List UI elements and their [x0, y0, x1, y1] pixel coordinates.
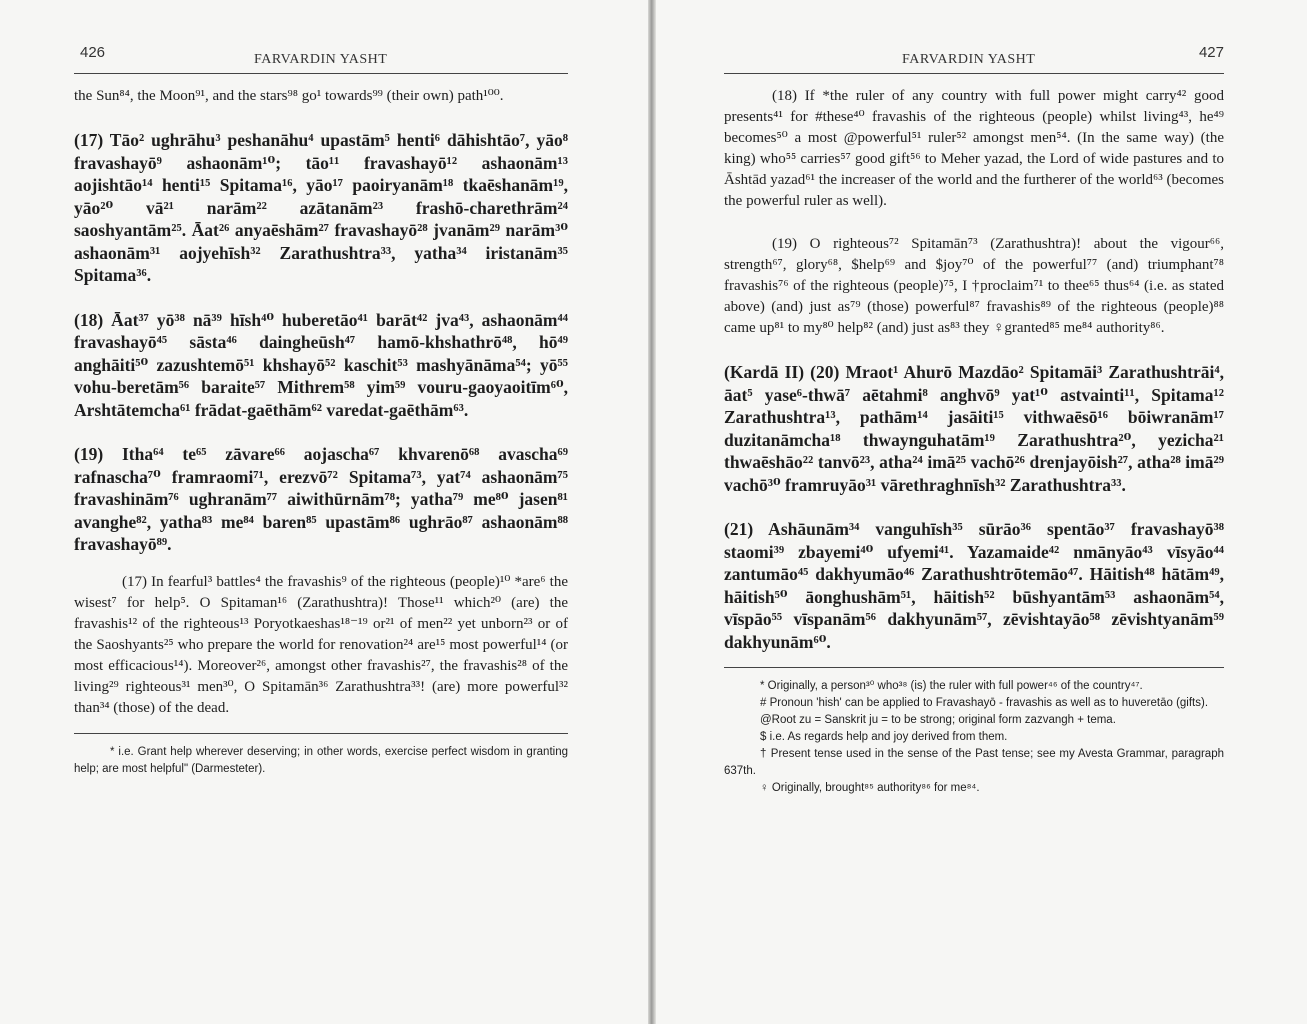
header-rule: [724, 73, 1224, 74]
running-head: FARVARDIN YASHT: [902, 52, 1036, 67]
book-gutter: [648, 0, 656, 1024]
footnote-rule: [724, 667, 1224, 668]
footnote: * Originally, a person³⁰ who³⁸ (is) the ruler with full power⁴⁶ of the country⁴⁷.: [760, 680, 1143, 692]
avestan-verse-20: (Kardā II) (20) Mraot¹ Ahurō Mazdāo² Spitamāi³ Zarathushtrāi⁴, āat⁵ yase⁶-thwā⁷ aētahmi⁸ anghvō⁹ yat¹⁰ astvainti¹¹, Spitama¹² Zarathushtra¹³, pathām¹⁴ jasāiti¹⁵ vithwaēsō¹⁶ bōiwranām¹⁷ duzitanāmcha¹⁸ thwaynguhatām¹⁹ Zarathushtra²⁰, yezicha²¹ thwaēshāo²² tanvō²³, atha²⁴ imā²⁵ vachō²⁶ drenjayōish²⁷, atha²⁸ imā²⁹ vachō³⁰ framruyāo³¹ vārethraghnīsh³² Zarathushtra³³.: [724, 362, 1224, 495]
avestan-verse-17: (17) Tāo² ughrāhu³ peshanāhu⁴ upastām⁵ henti⁶ dāhishtāo⁷, yāo⁸ fravashayō⁹ ashaonām¹⁰; tāo¹¹ fravashayō¹² ashaonām¹³ aojishtāo¹⁴ henti¹⁵ Spitama¹⁶, yāo¹⁷ paoiryanām¹⁸ tkaēshanām¹⁹, yāo²⁰ vā²¹ narām²² azātanām²³ frashō-charethrām²⁴ saoshyantām²⁵. Āat²⁶ anyaēshām²⁷ fravashayō²⁸ jvanām²⁹ narām³⁰ ashaonām³¹ aojyehīsh³² Zarathushtra³³, yatha³⁴ iristanām³⁵ Spitama³⁶.: [74, 130, 568, 285]
right-page: [724, 0, 1224, 1024]
avestan-verse-19: (19) Itha⁶⁴ te⁶⁵ zāvare⁶⁶ aojascha⁶⁷ khvarenō⁶⁸ avascha⁶⁹ rafnascha⁷⁰ framraomi⁷¹, erezvō⁷² Spitama⁷³, yat⁷⁴ ashaonām⁷⁵ fravashinām⁷⁶ ughranām⁷⁷ aiwithūrnām⁷⁸; yatha⁷⁹ me⁸⁰ jasen⁸¹ avanghe⁸², yatha⁸³ me⁸⁴ baren⁸⁵ upastām⁸⁶ ughrāo⁸⁷ ashaonām⁸⁸ fravashayō⁸⁹.: [74, 444, 568, 554]
avestan-verse-21: (21) Ashāunām³⁴ vanguhīsh³⁵ sūrāo³⁶ spentāo³⁷ fravashayō³⁸ staomi³⁹ zbayemi⁴⁰ ufyemi⁴¹. Yazamaide⁴² nmānyāo⁴³ vīsyāo⁴⁴ zantumāo⁴⁵ dakhyumāo⁴⁶ Zarathushtrōtemāo⁴⁷. Hāitish⁴⁸ hātām⁴⁹, hāitish⁵⁰ āonghushām⁵¹, hāitish⁵² būshyantām⁵³ ashaonām⁵⁴, vīspāo⁵⁵ vīspanām⁵⁶ dakhyunām⁵⁷, zēvishtayāo⁵⁸ zēvishtyanām⁵⁹ dakhyunām⁶⁰.: [724, 519, 1224, 652]
footnote: @Root zu = Sanskrit ju = to be strong; original form zazvangh + tema.: [760, 714, 1116, 726]
footnotes: [724, 678, 1224, 797]
footnote: # Pronoun 'hish' can be applied to Fravashayō - fravashis as well as to huveretāo (gifts).: [760, 697, 1209, 709]
footnote-rule: [74, 733, 568, 734]
translation-17: (17) In fearful³ battles⁴ the fravashis⁹ of the righteous (people)¹⁰ *are⁶ the wisest⁷ for help⁵. O Spitaman¹⁶ (Zarathushtra)! Those¹¹ which²⁰ (are) the fravashis¹² of the righteous¹³ Poryotkaeshas¹⁸⁻¹⁹ or²¹ of men²² yet unborn²³ or of the Saoshyants²⁵ who prepare the world for renovation²⁴ are¹⁵ most powerful¹⁴ (or most efficacious¹⁴). Moreover²⁶, amongst other fravashis²⁷, the fravashis²⁸ of the living²⁹ righteous³¹ men³⁰, O Spitamān³⁶ Zarathushtra³³! (are) more powerful³² than³⁴ (those) of the dead.: [74, 573, 568, 716]
page-body: [74, 86, 568, 778]
page-body: [724, 86, 1224, 797]
translation-18: (18) If *the ruler of any country with full power might carry⁴² good presents⁴¹ for #these⁴⁰ fravashis of the righteous (people) whilst living⁴³, he⁴⁹ becomes⁵⁰ a most @powerful⁵¹ ruler⁵² amongst men⁵⁴. (In the same way) (the king) who⁵⁵ carries⁵⁷ good gift⁵⁶ to Meher yazad, the Lord of wide pastures and to Āshtād yazad⁶¹ the increaser of the world and the furtherer of the world⁶³ (becomes the powerful ruler as well).: [724, 88, 1224, 209]
footnote: * i.e. Grant help wherever deserving; in other words, exercise perfect wisdom in granting help; are most helpful" (Darmesteter).: [74, 745, 568, 775]
avestan-verse-18: (18) Āat³⁷ yō³⁸ nā³⁹ hīsh⁴⁰ huberetāo⁴¹ barāt⁴² jva⁴³, ashaonām⁴⁴ fravashayō⁴⁵ sāsta⁴⁶ daingheūsh⁴⁷ hamō-khshathrō⁴⁸, hō⁴⁹ anghāiti⁵⁰ zazushtemō⁵¹ khshayō⁵² kaschit⁵³ mashyānāma⁵⁴; yō⁵⁵ vohu-beretām⁵⁶ baraite⁵⁷ Mithrem⁵⁸ yim⁵⁹ vouru-gaoyaoitīm⁶⁰, Arshtātemcha⁶¹ frādat-gaēthām⁶² varedat-gaēthām⁶³.: [74, 309, 568, 420]
paragraph-continuation: the Sun⁸⁴, the Moon⁹¹, and the stars⁹⁸ go¹ towards⁹⁹ (their own) path¹⁰⁰.: [74, 88, 504, 104]
header-rule: [74, 73, 568, 74]
footnote: ♀ Originally, brought⁸⁵ authority⁸⁶ for me⁸⁴.: [760, 782, 980, 794]
left-page: [74, 0, 568, 1024]
translation-19: (19) O righteous⁷² Spitamān⁷³ (Zarathushtra)! about the vigour⁶⁶, strength⁶⁷, glory⁶⁸, $help⁶⁹ and $joy⁷⁰ of the powerful⁷⁷ (and) triumphant⁷⁸ fravashis⁷⁶ of the righteous (people)⁷⁵, I †proclaim⁷¹ to thee⁶⁵ thus⁶⁴ (i.e. as stated above) (and) just as⁷⁹ (those) powerful⁸⁷ fravashis⁸⁹ of the righteous (people)⁸⁸ came up⁸¹ to my⁸⁰ help⁸² (and) just as⁸³ they ♀granted⁸⁵ me⁸⁴ authority⁸⁶.: [724, 236, 1224, 336]
running-head: FARVARDIN YASHT: [254, 52, 388, 67]
page-number: 426: [80, 44, 106, 61]
footnote: † Present tense used in the sense of the Past tense; see my Avesta Grammar, paragraph 637th.: [724, 748, 1224, 777]
footnote: $ i.e. As regards help and joy derived from them.: [760, 731, 1008, 743]
page-number: 427: [1198, 44, 1224, 61]
footnotes: [74, 744, 568, 778]
